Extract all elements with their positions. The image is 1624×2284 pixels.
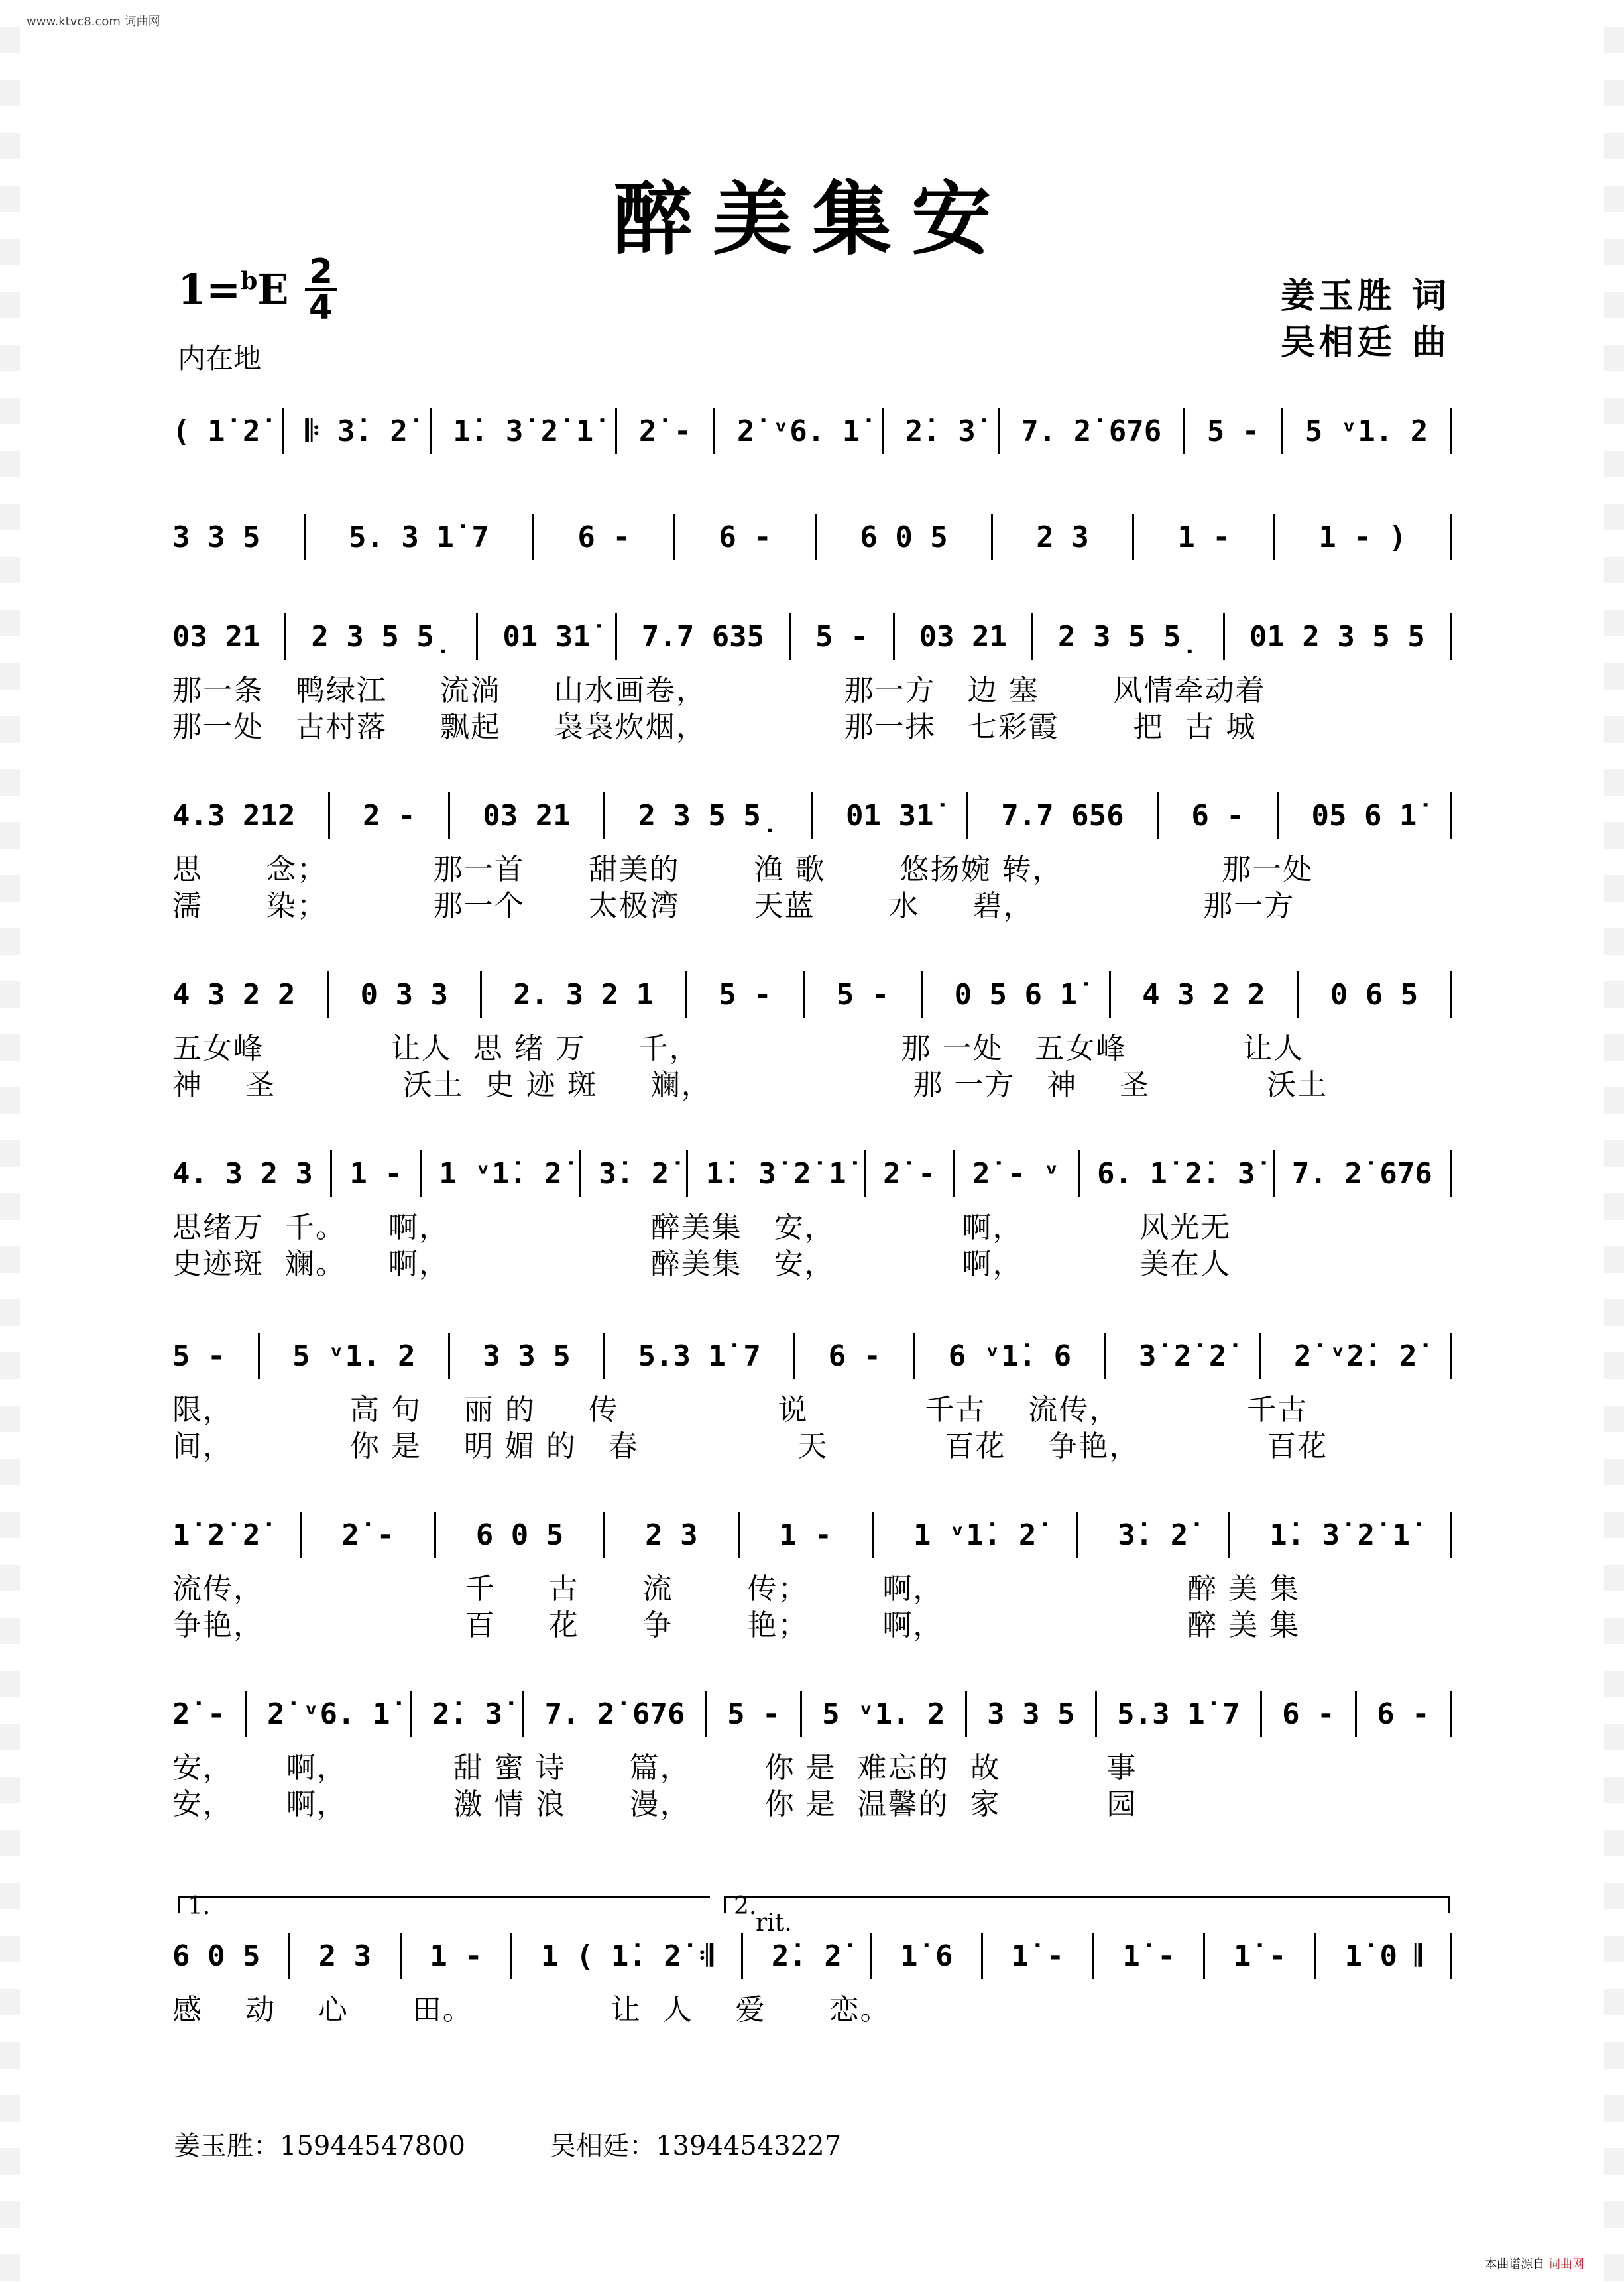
barline [686, 1150, 688, 1197]
measure: 03 21 [172, 619, 261, 654]
measure: 6 - [1191, 798, 1244, 833]
measure: 1̇ 2̇ 2̇ [172, 1518, 261, 1552]
measure: 0 5 6 1̇ [954, 977, 1077, 1012]
contacts [174, 2125, 841, 2163]
page-title: 醉美集安 [613, 172, 1011, 266]
barline [288, 1933, 290, 1979]
measure: 01 31̇ [502, 619, 591, 654]
measure: 5 - [815, 619, 868, 654]
barline [882, 408, 884, 454]
measure: 2 3 [1036, 520, 1089, 554]
barline [1259, 1333, 1261, 1379]
barline [738, 1512, 740, 1558]
barline [893, 613, 895, 660]
barline [913, 1333, 915, 1379]
barline [1450, 792, 1452, 839]
measure: 1̇. 3̇ 2̇ 1̇ [453, 414, 594, 448]
barline [434, 1512, 436, 1558]
barline [981, 1933, 983, 1979]
measure: 2 3 [318, 1939, 372, 1973]
volta-first-ending [178, 1893, 710, 1920]
key-prefix: 1= [178, 265, 241, 314]
lyrics-verse-2: 争艳， 百 花 争 艳； 啊， 醉 美 集 [172, 1608, 1301, 1642]
score-system [172, 1333, 1452, 1463]
contact-jiang: 姜玉胜：15944547800 [174, 2131, 465, 2161]
barline [1450, 1512, 1452, 1558]
measure: 5 - [727, 1697, 780, 1731]
measure: 3̇. 2̇ [1118, 1518, 1189, 1552]
measure: 01 31̇ [846, 798, 934, 833]
measure: 2̇ ᵛ2̇. 2̇ [1294, 1339, 1417, 1373]
barline [1273, 514, 1275, 560]
lyrics-verse-1: 安， 啊， 甜 蜜 诗 篇， 你 是 难忘的 故 事 [172, 1751, 1137, 1785]
barline [1450, 613, 1452, 660]
measure: 2 3 [645, 1518, 698, 1552]
barline [1095, 1691, 1097, 1737]
left-border-strip [0, 0, 20, 2284]
measure: 0 3 3 [360, 977, 449, 1012]
measure: 3̇. 2̇ [599, 1156, 669, 1191]
volta-second-ending [724, 1893, 1450, 1920]
measure: 2̇. 3̇ [905, 414, 976, 448]
measure: 1̇ 6 [899, 1939, 953, 1973]
measure: 3 3 5 [987, 1697, 1075, 1731]
measure: 5 ᵛ1. 2 [822, 1697, 945, 1731]
barline [448, 792, 450, 839]
barline [1450, 1333, 1452, 1379]
barline [1450, 971, 1452, 1018]
notes-line [172, 792, 1452, 839]
barline [1450, 1150, 1452, 1197]
score-system [172, 408, 1452, 467]
measure: 1̇ - [1233, 1939, 1287, 1973]
lyrics-verse-1: 感 动 心 田。 让 人 爱 恋。 [172, 1993, 891, 2027]
lyrics-verse-1: 五女峰 让人 思 绪 万 千， 那 一处 五女峰 让人 [172, 1032, 1305, 1065]
measure: 2̇ - [172, 1697, 225, 1731]
measure: 03 21 [919, 619, 1008, 654]
measure: 4. 3 2 3 [172, 1156, 313, 1191]
barline [327, 971, 329, 1018]
score-system [172, 971, 1452, 1102]
barline [284, 613, 286, 660]
barline [1277, 792, 1279, 839]
measure: 5 ᵛ1. 2 [1305, 414, 1428, 448]
barline [815, 514, 817, 560]
barline [1078, 1150, 1080, 1197]
measure: 1̇. 3̇ 2̇ 1̇ [705, 1156, 846, 1191]
measure: 5. 3 1̇ 7 [348, 520, 489, 554]
footer-source [1485, 2255, 1584, 2272]
measure: 2 3 5 5̣ [311, 619, 452, 654]
measure: 1 ( 1̇. 2̇ 𝄇 [540, 1939, 713, 1973]
barline [603, 1512, 605, 1558]
notes-line [172, 971, 1452, 1018]
barline [328, 792, 330, 839]
barline [330, 1150, 332, 1197]
measure: 6 0 5 [475, 1518, 564, 1552]
barline [448, 1333, 450, 1379]
measure: 2̇. 2̇ [771, 1939, 842, 1973]
measure: 3 3 5 [483, 1339, 571, 1373]
barline [1076, 1512, 1078, 1558]
measure: 1̇ - [1122, 1939, 1175, 1973]
barline [1273, 1150, 1275, 1197]
notes-line [172, 514, 1452, 560]
time-signature-top: 2 [305, 255, 337, 291]
barline [1223, 613, 1225, 660]
lyrics-verse-2: 间， 你 是 明 媚 的 春 天 百花 争艳， 百花 [172, 1429, 1328, 1463]
barline [1281, 408, 1283, 454]
notes-line [172, 1512, 1452, 1558]
barline [579, 1150, 581, 1197]
measure: 1 ᵛ1̇. 2̇ [439, 1156, 562, 1191]
key-note: E [257, 265, 289, 314]
barline [921, 971, 923, 1018]
measure: 5 - [836, 977, 890, 1012]
measure: 5 - [719, 977, 772, 1012]
barline [870, 1933, 872, 1979]
measure: ( 1̇ 2̇ [172, 414, 261, 448]
lyrics-verse-2: 濡 染； 那一个 太极湾 天蓝 水 碧， 那一方 [172, 889, 1295, 923]
lyrics-verse-2: 安， 啊， 激 情 浪 漫， 你 是 温馨的 家 园 [172, 1787, 1137, 1821]
barline [1109, 971, 1111, 1018]
barline [705, 1691, 707, 1737]
notes-line [172, 613, 1452, 660]
barline [420, 1150, 422, 1197]
measure: 1̇. 3̇ 2̇ 1̇ [1269, 1518, 1411, 1552]
score-system [172, 1691, 1452, 1821]
tempo-marking: 内在地 [178, 342, 262, 375]
measure: 1̇ - [1011, 1939, 1065, 1973]
footer-brand: 词曲网 [1548, 2257, 1584, 2271]
ritardando-marking: rit. [756, 1909, 792, 1937]
time-signature-bottom: 4 [308, 288, 333, 328]
score-system [172, 1933, 1452, 2027]
measure: 7.7 635 [641, 619, 765, 654]
measure: 4 3 2 2 [1142, 977, 1265, 1012]
measure: 4 3 2 2 [172, 977, 296, 1012]
measure: 7. 2̇ 676 [1021, 414, 1162, 448]
barline [803, 971, 805, 1018]
barline [1297, 971, 1299, 1018]
key-signature [178, 265, 289, 314]
measure: 6 0 5 [860, 520, 948, 554]
barline [480, 971, 482, 1018]
barline [966, 792, 968, 839]
barline [953, 1150, 955, 1197]
measure: 5 ᵛ1. 2 [292, 1339, 416, 1373]
barline [430, 408, 432, 454]
measure: 2̇ ᵛ6. 1̇ [736, 414, 860, 448]
measure: 2 - [363, 798, 416, 833]
barline [1450, 408, 1452, 454]
measure: 3 3 5 [172, 520, 261, 554]
barline [1092, 1933, 1094, 1979]
lyricist-credit: 姜玉胜 词 [1280, 276, 1450, 316]
credits [1281, 273, 1450, 366]
right-border-strip [1604, 0, 1624, 2284]
barline [1203, 1933, 1205, 1979]
lyrics-verse-2: 史迹斑 斓。 啊， 醉美集 安， 啊， 美在人 [172, 1247, 1232, 1281]
measure: 1 ᵛ1̇. 2̇ [913, 1518, 1037, 1552]
measure: 2. 3 2 1 [513, 977, 654, 1012]
barline [510, 1933, 512, 1979]
barline [789, 613, 791, 660]
barline [1228, 1512, 1230, 1558]
measure: 01 2 3 5 5 [1249, 619, 1425, 654]
measure: 6 - [828, 1339, 882, 1373]
notes-line [172, 1933, 1452, 1979]
measure: 6 - [1377, 1697, 1430, 1731]
barline [1132, 514, 1134, 560]
notes-line [172, 1333, 1452, 1379]
measure: 6 ᵛ1̇. 6 [948, 1339, 1072, 1373]
measure: 2̇ - ᵛ [972, 1156, 1061, 1191]
barline [872, 1512, 874, 1558]
measure: 4.3 212 [172, 798, 296, 833]
barline [258, 1333, 260, 1379]
measure: 5 - [172, 1339, 225, 1373]
barline [603, 792, 605, 839]
measure: 6 0 5 [172, 1939, 261, 1973]
barline [1031, 613, 1033, 660]
measure: 2 3 5 5̣ [638, 798, 779, 833]
barline [1450, 1691, 1452, 1737]
barline [793, 1333, 795, 1379]
barline [673, 514, 675, 560]
measure: 5 - [1206, 414, 1260, 448]
barline [304, 514, 306, 560]
measure: 7. 2̇ 676 [1291, 1156, 1432, 1191]
barline [998, 408, 1000, 454]
volta-first-label: 1. [188, 1893, 211, 1920]
barline [1157, 792, 1159, 839]
barline [400, 1933, 402, 1979]
measure: 1 - [1177, 520, 1230, 554]
barline [245, 1691, 247, 1737]
measure: 1̇ 0 𝄂 [1344, 1939, 1422, 1973]
notes-line [172, 408, 1452, 454]
measure: 2 3 5 5̣ [1058, 619, 1198, 654]
barline [476, 613, 478, 660]
contact-wu: 吴相廷：13944543227 [550, 2131, 842, 2161]
lyrics-verse-1: 那一条 鸭绿江 流淌 山水画卷， 那一方 边 塞 风情牵动着 [172, 674, 1266, 707]
measure: 1 - [349, 1156, 402, 1191]
barline [300, 1512, 302, 1558]
measure: 6 - [719, 520, 772, 554]
barline [1260, 1691, 1262, 1737]
barline [1355, 1691, 1357, 1737]
measure: 3̇ 2̇ 2̇ [1138, 1339, 1227, 1373]
barline [965, 1691, 967, 1737]
key-accidental: b [241, 267, 258, 296]
volta-second-label: 2. [734, 1893, 757, 1920]
barline [1183, 408, 1185, 454]
barline [685, 971, 687, 1018]
score-system [172, 514, 1452, 573]
barline [864, 1150, 866, 1197]
score-system [172, 792, 1452, 923]
barline [615, 408, 617, 454]
score-system [172, 1512, 1452, 1642]
measure: 2̇ - [638, 414, 692, 448]
score-system [172, 1150, 1452, 1281]
barline [1450, 1933, 1452, 1979]
time-signature [305, 252, 337, 328]
lyrics-verse-2: 那一处 古村落 飘起 袅袅炊烟， 那一抹 七彩霞 把 古 城 [172, 710, 1257, 744]
barline [615, 613, 617, 660]
lyrics-verse-1: 限， 高 句 丽 的 传 说 千古 流传， 千古 [172, 1393, 1308, 1427]
measure: 03 21 [483, 798, 571, 833]
barline [532, 514, 534, 560]
barline [800, 1691, 802, 1737]
measure: 2̇ ᵛ6. 1̇ [267, 1697, 390, 1731]
barline [1104, 1333, 1106, 1379]
barline [282, 408, 284, 454]
measure: 2̇ - [341, 1518, 394, 1552]
measure: 0 6 5 [1330, 977, 1419, 1012]
lyrics-verse-1: 流传， 千 古 流 传； 啊， 醉 美 集 [172, 1572, 1301, 1606]
composer-credit: 吴相廷 曲 [1280, 322, 1450, 363]
notes-line [172, 1150, 1452, 1197]
measure: 05 6 1̇ [1311, 798, 1417, 833]
footer-text: 本曲谱源自 [1485, 2257, 1545, 2271]
measure: 5.3 1̇ 7 [1117, 1697, 1240, 1731]
measure: 6 - [577, 520, 630, 554]
site-url: www.ktvc8.com 词曲网 [27, 15, 160, 29]
measure: 2̇. 3̇ [432, 1697, 503, 1731]
measure: 1 - [779, 1518, 832, 1552]
lyrics-verse-1: 思绪万 千。 啊， 醉美集 安， 啊， 风光无 [172, 1211, 1232, 1244]
measure: 6 - [1282, 1697, 1335, 1731]
measure: 1 - [430, 1939, 483, 1973]
measure: 6. 1̇ 2̇. 3̇ [1096, 1156, 1255, 1191]
score-system [172, 613, 1452, 744]
measure: 𝄆 3̇. 2̇ [305, 414, 408, 448]
barline [1450, 514, 1452, 560]
barline [713, 408, 715, 454]
lyrics-verse-2: 神 圣 沃土 史 迹 斑 斓， 那 一方 神 圣 沃土 [172, 1068, 1328, 1102]
barline [410, 1691, 412, 1737]
barline [741, 1933, 743, 1979]
notes-line [172, 1691, 1452, 1737]
barline [991, 514, 993, 560]
barline [603, 1333, 605, 1379]
measure: 5.3 1̇ 7 [638, 1339, 761, 1373]
barline [522, 1691, 524, 1737]
measure: 7. 2̇ 676 [544, 1697, 685, 1731]
measure: 7.7 656 [1001, 798, 1124, 833]
measure: 2̇ - [883, 1156, 936, 1191]
barline [811, 792, 813, 839]
lyrics-verse-1: 思 念； 那一首 甜美的 渔 歌 悠扬婉 转， 那一处 [172, 853, 1314, 886]
barline [1314, 1933, 1316, 1979]
measure: 1 - ) [1318, 520, 1407, 554]
